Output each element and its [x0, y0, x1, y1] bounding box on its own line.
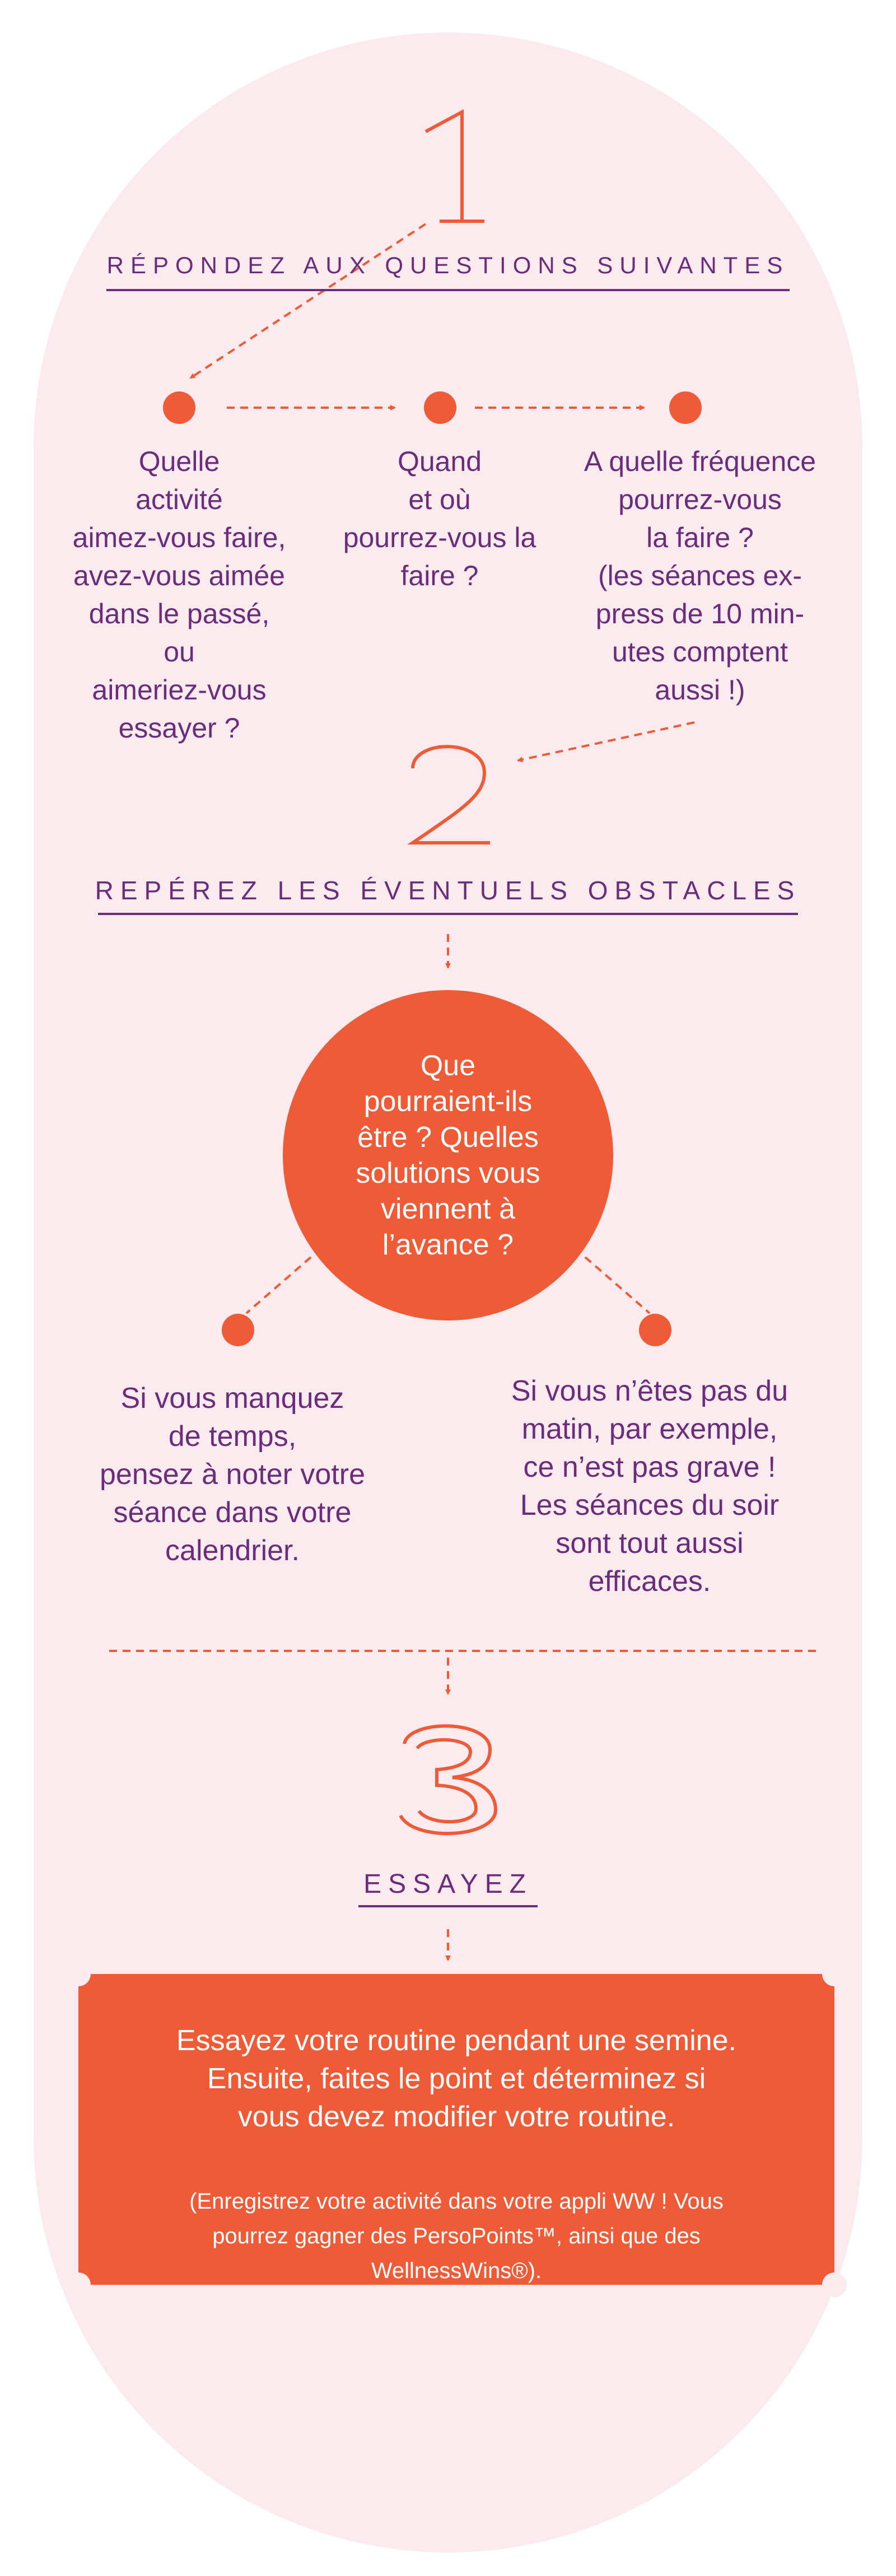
question-3-text: A quelle fréquence pourrez-vous la faire ? (les séances ex- press de 10 min- utes comptent aussi !) — [584, 446, 816, 706]
step-1-heading: RÉPONDEZ AUX QUESTIONS SUIVANTES — [106, 252, 790, 278]
question-2-text: Quand et où pourrez-vous la faire ? — [343, 446, 536, 591]
step-2-heading-underline — [98, 913, 798, 915]
connector-right-tip — [585, 1257, 650, 1313]
final-box-notch-tr — [822, 1962, 847, 1986]
step-2-heading: REPÉREZ LES ÉVENTUELS OBSTACLES — [95, 876, 801, 905]
obstacles-circle-text: Que pourraient-ils être ? Quelles solutions vous viennent à l’avance ? — [356, 1049, 540, 1261]
step-1-heading-underline — [106, 289, 790, 291]
final-box-sub-text: (Enregistrez votre activité dans votre appli WW ! Vous pourrez gagner des PersoPoints™, ainsi que des WellnessWins®). — [189, 2189, 724, 2283]
arrow-1-to-q1 — [190, 224, 426, 378]
final-box — [78, 1974, 834, 2285]
question-1-dot — [163, 391, 195, 424]
question-2-dot — [424, 391, 456, 424]
arrow-q3-to-2 — [518, 722, 694, 760]
tip-right-dot — [639, 1314, 671, 1346]
question-1-text: Quelle activité aimez-vous faire, avez-vous aimée dans le passé, ou aimeriez-vous essayer ? — [72, 446, 286, 744]
step-3-heading: ESSAYEZ — [363, 1869, 533, 1899]
step-1-number — [414, 101, 487, 235]
obstacles-circle — [283, 990, 613, 1320]
final-box-main-text: Essayez votre routine pendant une semine. Ensuite, faites le point et déterminez si vous devez modifier votre routine. — [176, 2024, 737, 2133]
tip-left-text: Si vous manquez de temps, pensez à noter votre séance dans votre calendrier. — [99, 1382, 366, 1567]
tip-left-dot — [222, 1314, 254, 1346]
step-2-number — [400, 734, 496, 848]
step-3-heading-underline — [358, 1905, 538, 1907]
tip-right-text: Si vous n’êtes pas du matin, par exemple, ce n’est pas grave ! Les séances du soir sont tout aussi efficaces. — [511, 1375, 788, 1598]
final-box-notch-tl — [66, 1962, 91, 1986]
step-3-number — [392, 1715, 504, 1841]
question-3-dot — [669, 391, 702, 424]
connector-left-tip — [246, 1257, 311, 1313]
